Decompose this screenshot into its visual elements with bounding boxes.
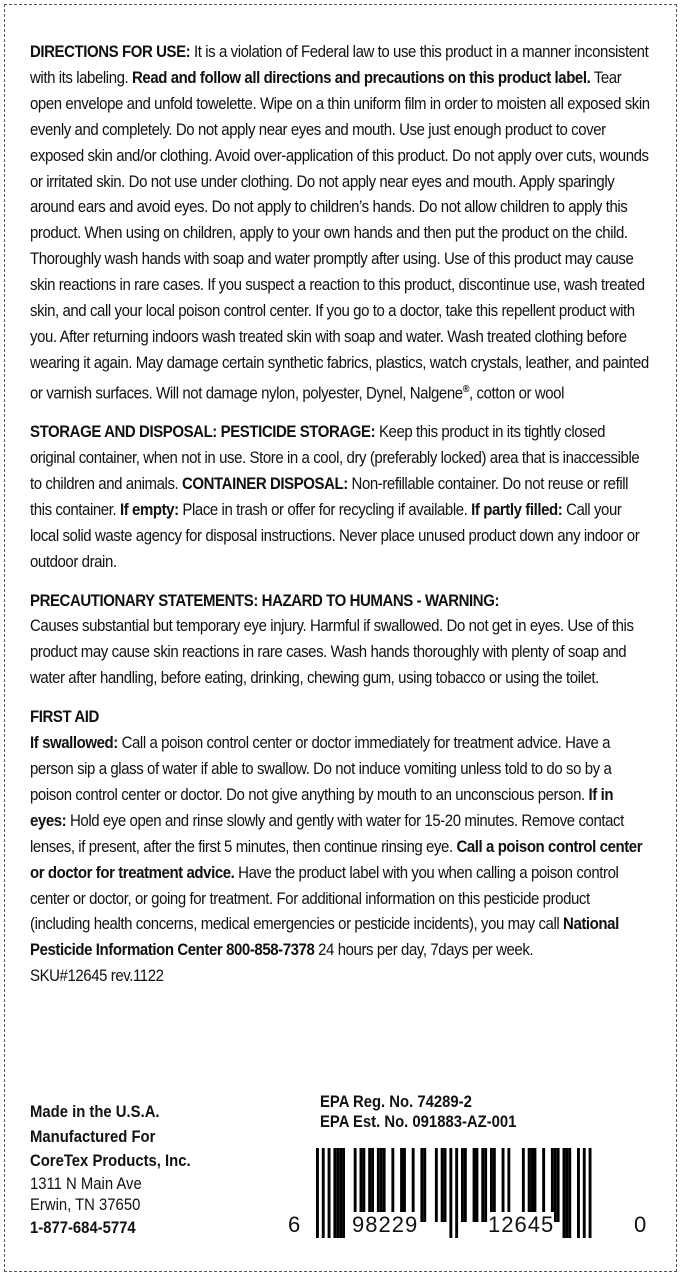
upc-barcode	[288, 1148, 648, 1248]
barcode-bar	[328, 1148, 331, 1238]
directions-text-2: Tear open envelope and unfold towelette. Wipe on a thin uniform film in order to moisten all exposed skin evenly and completely. Do not apply near eyes and mouth. Use just enough product to cover exposed skin and/or clothing. Avoid over-application of this product. Do not apply over cuts, wounds or irritated skin. Do not use under clothing. Do not apply near eyes and mouth. Apply sparingly around ears and avoid eyes. Do not apply to children’s hands. Do not allow children to apply this product. When using on children, apply to your own hands and then put the product on the child. Thoroughly wash hands with soap and water promptly after using. Use of this product may cause skin reactions in rare cases. If you suspect a reaction to this product, discontinue use, wash treated skin, and call your local poison control center. If you go to a doctor, take this repellent product with you. After returning indoors wash treated skin with soap and water. Wash treated clothing before wearing it again. May damage certain synthetic fabrics, plastics, watch crystals, leather, and painted or varnish surfaces. Will not damage nylon, polyester, Dynel, Nalgene	[30, 68, 650, 403]
if-swallowed-label: If swallowed:	[30, 734, 118, 753]
barcode-bar	[473, 1148, 476, 1222]
directions-text-1: It is a violation of Federal law to use this product in a manner inconsistent with its labeling.	[30, 43, 649, 87]
storage-heading: STORAGE AND DISPOSAL: PESTICIDE STORAGE:	[30, 423, 376, 442]
barcode-bar	[360, 1148, 363, 1222]
directions-text-3: , cotton or wool	[469, 384, 565, 403]
barcode-left-digits: 98229	[352, 1212, 419, 1237]
epa-block	[320, 1092, 590, 1132]
registered-mark: ®	[462, 383, 470, 395]
container-disposal-label: CONTAINER DISPOSAL:	[182, 474, 348, 493]
city-state-zip: Erwin, TN 37650	[30, 1195, 141, 1214]
barcode-bar	[531, 1148, 534, 1222]
barcode-bar	[565, 1148, 568, 1238]
storage-text-3: Place in trash or offer for recycling if available.	[178, 500, 472, 519]
barcode-bar	[464, 1148, 467, 1222]
barcode-bar	[522, 1148, 525, 1222]
barcode-bar	[502, 1148, 505, 1222]
storage-text-1: Keep this product in its tightly closed original container, when not in use. Store in a cool, dry (preferably locked) area that is inaccessible to children and animals.	[30, 423, 640, 493]
precautionary-text: Causes substantial but temporary eye injury. Harmful if swallowed. Do not get in eyes. Use of this product may cause skin reactions in rare cases. Wash hands thoroughly with plenty of soap and water after handling, before eating, drinking, chewing gum, using tobacco or using the toilet.	[30, 617, 634, 688]
first-aid-text-3: Have the product label with you when calling a poison control center or doctor, or going for treatment. For additional information on this pesticide product (including health concerns, medical emergencies or pesticide incidents), you may call	[30, 863, 619, 934]
storage-section	[30, 420, 652, 575]
barcode-bar	[557, 1148, 560, 1222]
epa-est-no: EPA Est. No. 091883-AZ-001	[320, 1113, 517, 1131]
barcode-bar	[542, 1148, 545, 1222]
company-name: CoreTex Products, Inc.	[30, 1152, 191, 1170]
storage-text-4: Call your local solid waste agency for disposal instructions. Never place unused product down any indoor or outdoor drain.	[30, 500, 640, 571]
if-empty-label: If empty:	[119, 500, 179, 519]
barcode-right-digits: 12645	[488, 1212, 555, 1237]
barcode-bar	[551, 1148, 554, 1222]
first-aid-text-2: Hold eye open and rinse slowly and gently with water for 15-20 minutes. Remove contact lenses, if present, after the first 5 minutes, then continue rinsing eye.	[30, 811, 624, 856]
call-poison-control-label: Call a poison control center or doctor for treatment advice.	[30, 837, 643, 882]
barcode-bar	[476, 1148, 479, 1222]
directions-heading: DIRECTIONS FOR USE:	[30, 43, 191, 61]
barcode-bar	[568, 1148, 571, 1238]
barcode-bar	[577, 1148, 580, 1238]
barcode-bar	[423, 1148, 426, 1222]
first-aid-section	[30, 705, 652, 964]
barcode-bar	[490, 1148, 493, 1222]
epa-reg-no: EPA Reg. No. 74289-2	[320, 1093, 472, 1111]
phone-number: 1-877-684-5774	[30, 1218, 136, 1237]
barcode-bar	[316, 1148, 319, 1238]
barcode-bar	[493, 1148, 496, 1222]
barcode-bar	[583, 1148, 586, 1238]
directions-bold-1: Read and follow all directions and precautions on this product label.	[132, 68, 591, 87]
barcode-bar	[589, 1148, 592, 1238]
sku-text: SKU#12645 rev.1122	[30, 967, 164, 986]
barcode-bars	[288, 1148, 648, 1248]
label-text	[30, 40, 652, 990]
barcode-bar	[455, 1148, 458, 1238]
barcode-bar	[380, 1148, 383, 1222]
barcode-bar	[528, 1148, 531, 1222]
barcode-bar	[507, 1148, 510, 1222]
made-in-usa: Made in the U.S.A.	[30, 1103, 160, 1121]
barcode-bar	[391, 1148, 394, 1222]
manufacturer-block	[30, 1100, 264, 1240]
barcode-bar	[420, 1148, 423, 1222]
barcode-bar	[362, 1148, 365, 1222]
barcode-bar	[354, 1148, 357, 1222]
street-address: 1311 N Main Ave	[30, 1174, 142, 1193]
barcode-bar	[412, 1148, 415, 1222]
if-partly-filled-label: If partly filled:	[471, 500, 563, 519]
barcode-bar	[481, 1148, 484, 1222]
barcode-bar	[383, 1148, 386, 1222]
barcode-bar	[554, 1148, 557, 1222]
barcode-bar	[377, 1148, 380, 1222]
first-aid-text-4: 24 hours per day, 7days per week.	[314, 941, 534, 960]
storage-text-2: Non-refillable container. Do not reuse or refill this container.	[30, 474, 629, 519]
precautionary-section	[30, 589, 652, 693]
directions-section	[30, 40, 652, 407]
barcode-lead-digit: 6	[288, 1212, 302, 1237]
barcode-bar	[484, 1148, 487, 1222]
barcode-bar	[461, 1148, 464, 1222]
npic-label: National Pesticide Information Center 800-858-7378	[30, 915, 619, 960]
first-aid-text-1: Call a poison control center or doctor immediately for treatment advice. Have a person sip a glass of water if able to swallow. Do not induce vomiting unless told to do so by a poison control center or doctor. Do not give anything by mouth to an unconscious person.	[30, 734, 612, 804]
manufactured-for: Manufactured For	[30, 1127, 156, 1146]
if-in-eyes-label: If in eyes:	[30, 785, 614, 830]
barcode-bar	[333, 1148, 336, 1238]
barcode-bar	[400, 1148, 403, 1222]
barcode-check-digit: 0	[634, 1212, 648, 1237]
barcode-bar	[435, 1148, 438, 1222]
first-aid-heading: FIRST AID	[30, 708, 99, 727]
barcode-bar	[371, 1148, 374, 1222]
barcode-bar	[336, 1148, 339, 1238]
barcode-bar	[563, 1148, 566, 1238]
barcode-bar	[339, 1148, 342, 1238]
barcode-bar	[342, 1148, 345, 1238]
barcode-bar	[403, 1148, 406, 1222]
precautionary-heading: PRECAUTIONARY STATEMENTS: HAZARD TO HUMANS - WARNING:	[30, 591, 500, 610]
barcode-bar	[534, 1148, 537, 1222]
barcode-bar	[441, 1148, 444, 1222]
barcode-bar	[368, 1148, 371, 1222]
barcode-bar	[444, 1148, 447, 1222]
barcode-bar	[322, 1148, 325, 1238]
barcode-bar	[449, 1148, 452, 1238]
